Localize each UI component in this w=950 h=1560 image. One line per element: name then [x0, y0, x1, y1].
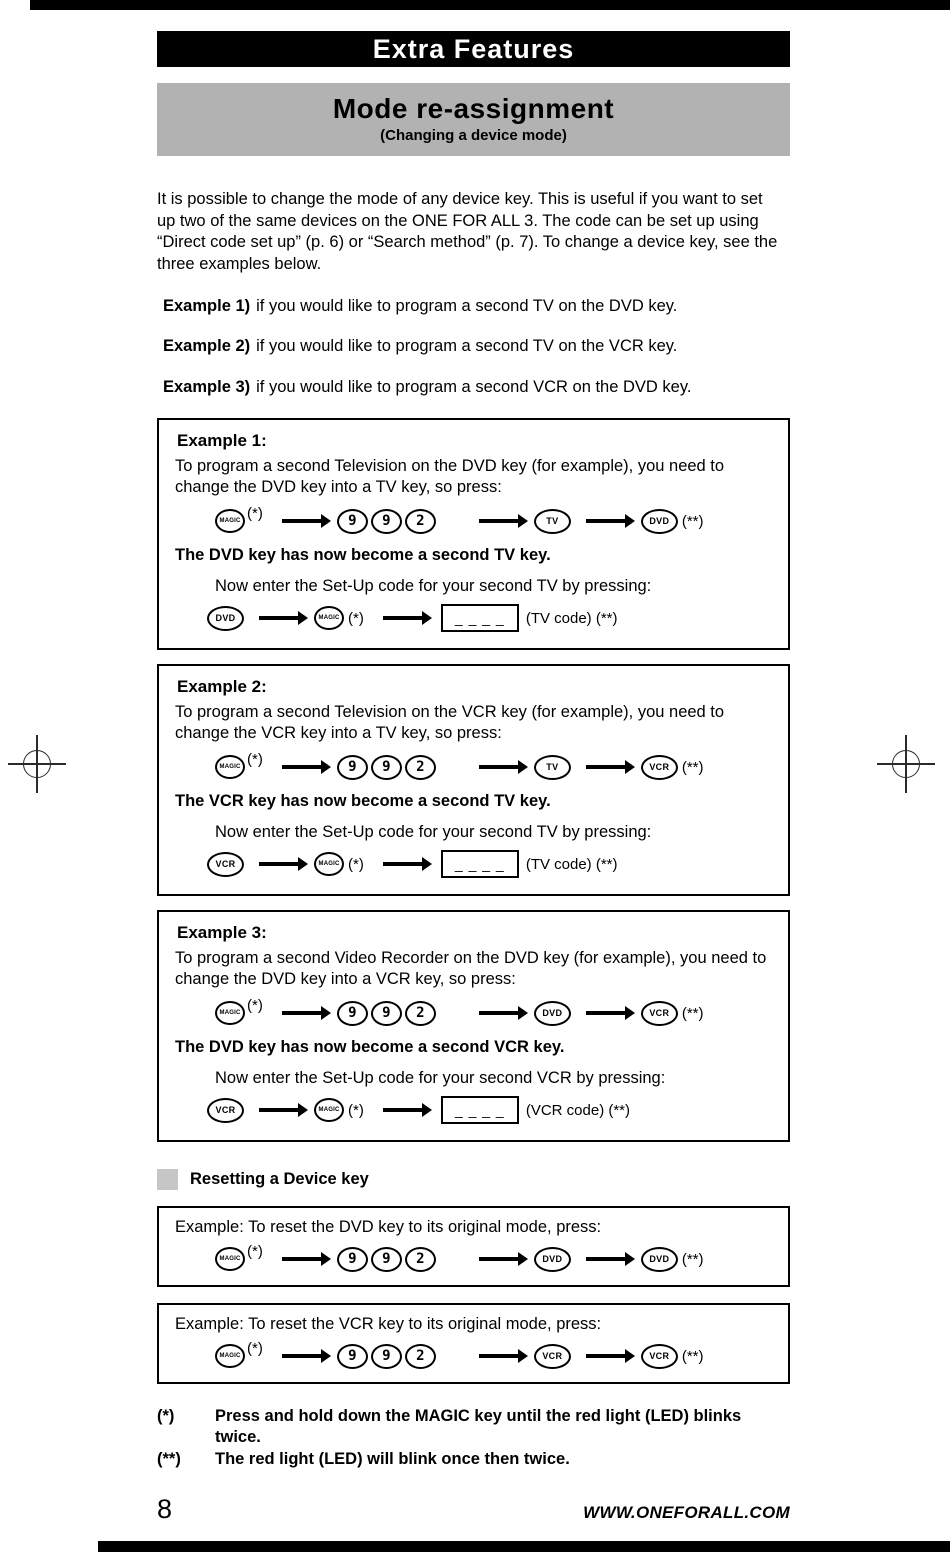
vcr-key: VCR	[641, 755, 678, 780]
footnote-ref: (**)	[681, 1250, 704, 1268]
example-2-sequence-1	[215, 752, 772, 783]
code-entry-box: _ _ _ _	[441, 850, 519, 878]
example-3-result: The DVD key has now become a second VCR key.	[175, 1037, 565, 1056]
example-3-prompt: Now enter the Set-Up code for your second VCR by pressing:	[215, 1068, 666, 1087]
digit-9-key: 9	[371, 1247, 402, 1272]
arrow-icon	[586, 519, 626, 523]
footnote-ref: (*)	[247, 1242, 263, 1260]
vcr-key: VCR	[207, 852, 244, 877]
arrow-icon	[282, 1257, 322, 1261]
example-3-title: Example 3:	[177, 922, 267, 942]
vcr-key: VCR	[207, 1098, 244, 1123]
digit-9-key: 9	[371, 1001, 402, 1026]
reset-vcr-sequence	[215, 1341, 772, 1372]
intro-paragraph: It is possible to change the mode of any device key. This is useful if you want to set up two of the same devices on the ONE FOR ALL 3. The code can be set up using “Direct code set up” (p. 6) or “Search method” (p. 7). To change a device key, see the three examples below.	[157, 190, 778, 273]
footnote-ref: (**)	[681, 512, 704, 530]
registration-mark-right-icon	[877, 735, 935, 793]
example-2-prompt: Now enter the Set-Up code for your second TV by pressing:	[215, 822, 652, 841]
dvd-key: DVD	[534, 1247, 571, 1272]
example-2-body: To program a second Television on the VCR key (for example), you need to change the VCR key into a TV key, so press:	[175, 702, 725, 742]
vcr-key: VCR	[641, 1344, 678, 1369]
magic-key: MAGIC	[215, 1344, 245, 1368]
digit-9-key: 9	[337, 509, 368, 534]
code-note: (TV code) (**)	[525, 609, 618, 627]
footnote-ref: (*)	[348, 1101, 364, 1119]
footnote-ref: (**)	[681, 1347, 704, 1365]
footnote-ref: (*)	[247, 996, 263, 1014]
digit-9-key: 9	[337, 1344, 368, 1369]
footnote-marker: (*)	[157, 1406, 175, 1425]
example-1-title: Example 1:	[177, 430, 267, 450]
digit-2-key: 2	[405, 509, 436, 534]
gray-square-bullet-icon	[157, 1169, 178, 1190]
example-list-item-1	[157, 297, 790, 316]
footnotes	[157, 1406, 790, 1471]
dvd-key: DVD	[641, 509, 678, 534]
digit-2-key: 2	[405, 1247, 436, 1272]
example-list-item-3	[157, 378, 790, 397]
example-1-prompt: Now enter the Set-Up code for your second TV by pressing:	[215, 576, 652, 595]
arrow-icon	[479, 519, 519, 523]
magic-key: MAGIC	[314, 852, 344, 876]
arrow-icon	[383, 616, 423, 620]
arrow-icon	[586, 1011, 626, 1015]
dvd-key: DVD	[641, 1247, 678, 1272]
arrow-icon	[479, 765, 519, 769]
example-2-result: The VCR key has now become a second TV key.	[175, 791, 551, 810]
reset-dvd-sequence	[215, 1244, 772, 1275]
reset-dvd-box	[157, 1206, 790, 1287]
footnote-double-star	[157, 1449, 790, 1471]
example-1-box	[157, 418, 790, 650]
vcr-key: VCR	[641, 1001, 678, 1026]
magic-key: MAGIC	[215, 1001, 245, 1025]
arrow-icon	[259, 1108, 299, 1112]
example-2-sequence-2	[207, 849, 772, 880]
footnote-ref: (*)	[348, 609, 364, 627]
resetting-heading-label: Resetting a Device key	[190, 1169, 369, 1188]
arrow-icon	[586, 1257, 626, 1261]
example-list-label: Example 2)	[163, 337, 251, 355]
example-1-sequence-2	[207, 603, 772, 634]
arrow-icon	[383, 862, 423, 866]
digit-2-key: 2	[405, 1344, 436, 1369]
digit-9-key: 9	[371, 509, 402, 534]
footnote-text: Press and hold down the MAGIC key until the red light (LED) blinks twice.	[215, 1406, 742, 1446]
example-1-sequence-1	[215, 506, 772, 537]
footnote-ref: (*)	[348, 855, 364, 873]
registration-mark-left-icon	[8, 735, 66, 793]
reset-dvd-text: Example: To reset the DVD key to its original mode, press:	[175, 1217, 602, 1236]
code-note: (TV code) (**)	[525, 855, 618, 873]
footnote-text: The red light (LED) will blink once then twice.	[215, 1449, 570, 1468]
page-header-title: Extra Features	[372, 34, 575, 64]
example-2-box	[157, 664, 790, 896]
website-url: WWW.ONEFORALL.COM	[583, 1503, 790, 1522]
example-3-sequence-1	[215, 998, 772, 1029]
tv-key: TV	[534, 509, 571, 534]
arrow-icon	[282, 519, 322, 523]
footnote-star	[157, 1406, 790, 1449]
page-footer	[157, 1494, 790, 1525]
arrow-icon	[383, 1108, 423, 1112]
arrow-icon	[479, 1011, 519, 1015]
reset-vcr-text: Example: To reset the VCR key to its original mode, press:	[175, 1314, 602, 1333]
resetting-heading	[157, 1169, 790, 1190]
digit-9-key: 9	[337, 755, 368, 780]
arrow-icon	[282, 765, 322, 769]
example-3-box	[157, 910, 790, 1142]
arrow-icon	[259, 616, 299, 620]
magic-key: MAGIC	[215, 1247, 245, 1271]
arrow-icon	[479, 1257, 519, 1261]
vcr-key: VCR	[534, 1344, 571, 1369]
example-1-result: The DVD key has now become a second TV key.	[175, 545, 551, 564]
example-3-sequence-2	[207, 1095, 772, 1126]
arrow-icon	[282, 1011, 322, 1015]
tv-key: TV	[534, 755, 571, 780]
footnote-ref: (*)	[247, 1339, 263, 1357]
digit-2-key: 2	[405, 1001, 436, 1026]
arrow-icon	[586, 765, 626, 769]
digit-9-key: 9	[371, 1344, 402, 1369]
example-list-item-2	[157, 337, 790, 356]
magic-key: MAGIC	[215, 755, 245, 779]
page-number: 8	[157, 1494, 173, 1524]
dvd-key: DVD	[207, 606, 244, 631]
section-title: Mode re-assignment	[332, 93, 615, 124]
digit-9-key: 9	[337, 1001, 368, 1026]
section-subtitle: (Changing a device mode)	[380, 127, 567, 144]
footnote-ref: (*)	[247, 504, 263, 522]
arrow-icon	[479, 1354, 519, 1358]
trim-mark-bottom	[98, 1541, 950, 1552]
example-1-body: To program a second Television on the DVD key (for example), you need to change the DVD key into a TV key, so press:	[175, 456, 725, 496]
footnote-ref: (*)	[247, 750, 263, 768]
arrow-icon	[282, 1354, 322, 1358]
code-entry-box: _ _ _ _	[441, 604, 519, 632]
footnote-ref: (**)	[681, 1004, 704, 1022]
example-list-text: if you would like to program a second TV on the VCR key.	[256, 337, 678, 355]
example-3-body: To program a second Video Recorder on the DVD key (for example), you need to change the DVD key into a VCR key, so press:	[175, 948, 767, 988]
digit-2-key: 2	[405, 755, 436, 780]
arrow-icon	[586, 1354, 626, 1358]
magic-key: MAGIC	[314, 606, 344, 630]
example-list-text: if you would like to program a second VCR on the DVD key.	[256, 377, 692, 396]
arrow-icon	[259, 862, 299, 866]
reset-vcr-box	[157, 1303, 790, 1384]
digit-9-key: 9	[371, 755, 402, 780]
example-list-text: if you would like to program a second TV on the DVD key.	[256, 296, 678, 315]
magic-key: MAGIC	[215, 509, 245, 533]
magic-key: MAGIC	[314, 1098, 344, 1122]
footnote-marker: (**)	[157, 1449, 181, 1468]
digit-9-key: 9	[337, 1247, 368, 1272]
example-list-label: Example 1)	[163, 296, 251, 315]
footnote-ref: (**)	[681, 758, 704, 776]
dvd-key: DVD	[534, 1001, 571, 1026]
code-entry-box: _ _ _ _	[441, 1096, 519, 1124]
example-list-label: Example 3)	[163, 377, 251, 396]
code-note: (VCR code) (**)	[525, 1101, 631, 1119]
page-header	[157, 31, 790, 67]
section-header	[157, 83, 790, 156]
trim-mark-top	[30, 0, 950, 10]
example-2-title: Example 2:	[177, 676, 267, 696]
